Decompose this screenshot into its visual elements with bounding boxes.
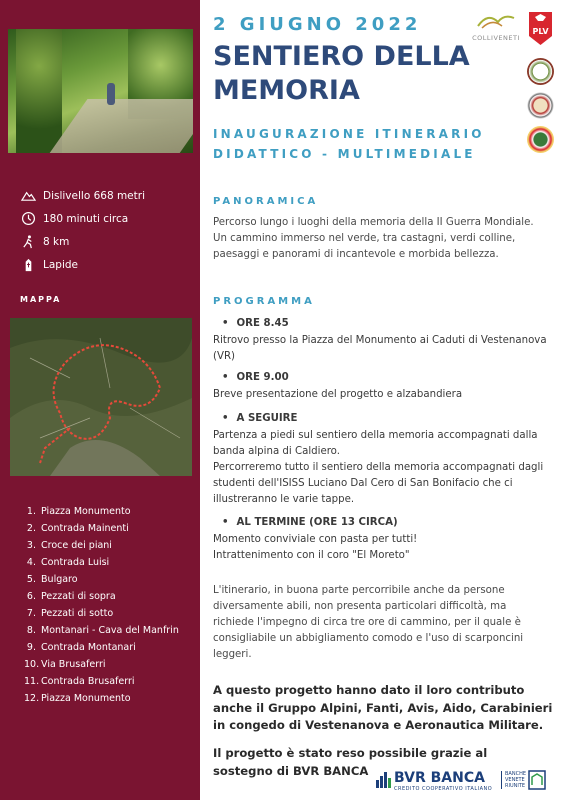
info-label: 180 minuti circa	[43, 212, 129, 225]
list-item: 12. Piazza Monumento	[24, 693, 131, 704]
map-label: MAPPA	[20, 295, 62, 304]
seal-logo-1	[527, 58, 554, 85]
list-item: 8. Montanari - Cava del Manfrin	[26, 625, 179, 636]
program-time: • AL TERMINE (ORE 13 CIRCA)	[222, 517, 398, 528]
list-item: 9. Contrada Montanari	[26, 642, 136, 653]
list-item: 1. Piazza Monumento	[26, 506, 131, 517]
program-text: Intrattenimento con il coro "El Moreto"	[213, 550, 410, 561]
photo-tree	[16, 29, 62, 153]
section-heading-programma: PROGRAMMA	[213, 296, 315, 307]
page-subtitle: INAUGURAZIONE ITINERARIO DIDATTICO - MULTIMEDIALE	[213, 127, 485, 161]
monument-icon	[20, 257, 36, 273]
program-text: Percorreremo tutto il sentiero della memoria accompagnati dagli studenti dell'ISISS Luciano Dal Cero di San Bonifacio che ci illustreranno le varie tappe.	[213, 462, 544, 505]
bvr-emblem	[528, 770, 546, 790]
plv-logo	[527, 10, 554, 47]
info-duration	[20, 207, 145, 230]
colli-veneti-text: COLLIVENETI	[472, 34, 520, 42]
colli-veneti-logo	[470, 10, 522, 46]
program-text: Partenza a piedi sul sentiero della memoria accompagnati dalla banda alpina di Caldiero.	[213, 430, 538, 457]
photo-hiker	[107, 83, 115, 105]
list-item: 10. Via Brusaferri	[24, 659, 106, 670]
event-date: 2 GIUGNO 2022	[213, 14, 422, 35]
colli-veneti-mark	[476, 10, 516, 30]
list-item: 11. Contrada Brusaferri	[24, 676, 135, 687]
info-landmark	[20, 253, 145, 276]
trail-photo	[8, 29, 193, 153]
route-map	[10, 318, 192, 476]
program-text: Breve presentazione del progetto e alzabandiera	[213, 389, 463, 400]
contributors-text: A questo progetto hanno dato il loro contributo anche il Gruppo Alpini, Fanti, Avis, Aido, Carabinieri in congedo di Vestenanova e Aeronautica Militare.	[213, 683, 553, 732]
list-item: 7. Pezzati di sotto	[26, 608, 114, 619]
list-item: 5. Bulgaro	[26, 574, 78, 585]
seal-logo-2	[527, 92, 554, 119]
program-time: • ORE 9.00	[222, 372, 289, 383]
page-title: SENTIERO DELLA MEMORIA	[213, 41, 470, 106]
plv-text: PLV	[532, 27, 549, 36]
bvr-subtitle: CREDITO COOPERATIVO ITALIANO	[394, 786, 493, 792]
bvr-side-text: BANCHE VENETE RIUNITE	[501, 771, 526, 789]
list-item: 3. Croce dei piani	[26, 540, 112, 551]
program-text: Ritrovo presso la Piazza del Monumento ai Caduti di Vestenanova (VR)	[213, 335, 547, 362]
info-elevation	[20, 184, 145, 207]
info-label: Dislivello 668 metri	[43, 189, 145, 202]
bvr-banca-logo	[376, 770, 556, 794]
info-distance	[20, 230, 145, 253]
list-item: 2. Contrada Mainenti	[26, 523, 129, 534]
list-item: 4. Contrada Luisi	[26, 557, 110, 568]
info-label: Lapide	[43, 258, 78, 271]
sidebar	[0, 0, 200, 800]
program-time: • ORE 8.45	[222, 318, 289, 329]
seal-logo-3	[527, 126, 554, 153]
mountain-icon	[20, 188, 36, 204]
route-map-drawing	[10, 318, 192, 476]
sponsor-text: Il progetto è stato reso possibile grazie al sostegno di BVR BANCA	[213, 746, 488, 778]
stops-list	[24, 506, 179, 710]
program-time: • A SEGUIRE	[222, 413, 297, 424]
trail-info	[20, 184, 145, 276]
section-heading-panoramica: PANORAMICA	[213, 196, 319, 207]
clock-icon	[20, 211, 36, 227]
bvr-mark	[376, 772, 391, 788]
itinerary-text: L'itinerario, in buona parte percorribile anche da persone diversamente abili, non presenta particolari difficoltà, ma richiede l'impegno di circa tre ore di cammino, per il quale è consigliabile un abbigliamento comodo e l'uso di scarponcini leggeri.	[213, 585, 524, 660]
bvr-name: BVR BANCA	[394, 770, 485, 786]
hiker-icon	[20, 234, 36, 250]
list-item: 6. Pezzati di sopra	[26, 591, 116, 602]
info-label: 8 km	[43, 235, 70, 248]
panoramica-text: Percorso lungo i luoghi della memoria della II Guerra Mondiale. Un cammino immerso nel verde, tra castagni, verdi colline, paesaggi e panorami di incantevole e morbida bellezza.	[213, 217, 534, 260]
program-text: Momento conviviale con pasta per tutti!	[213, 534, 418, 545]
